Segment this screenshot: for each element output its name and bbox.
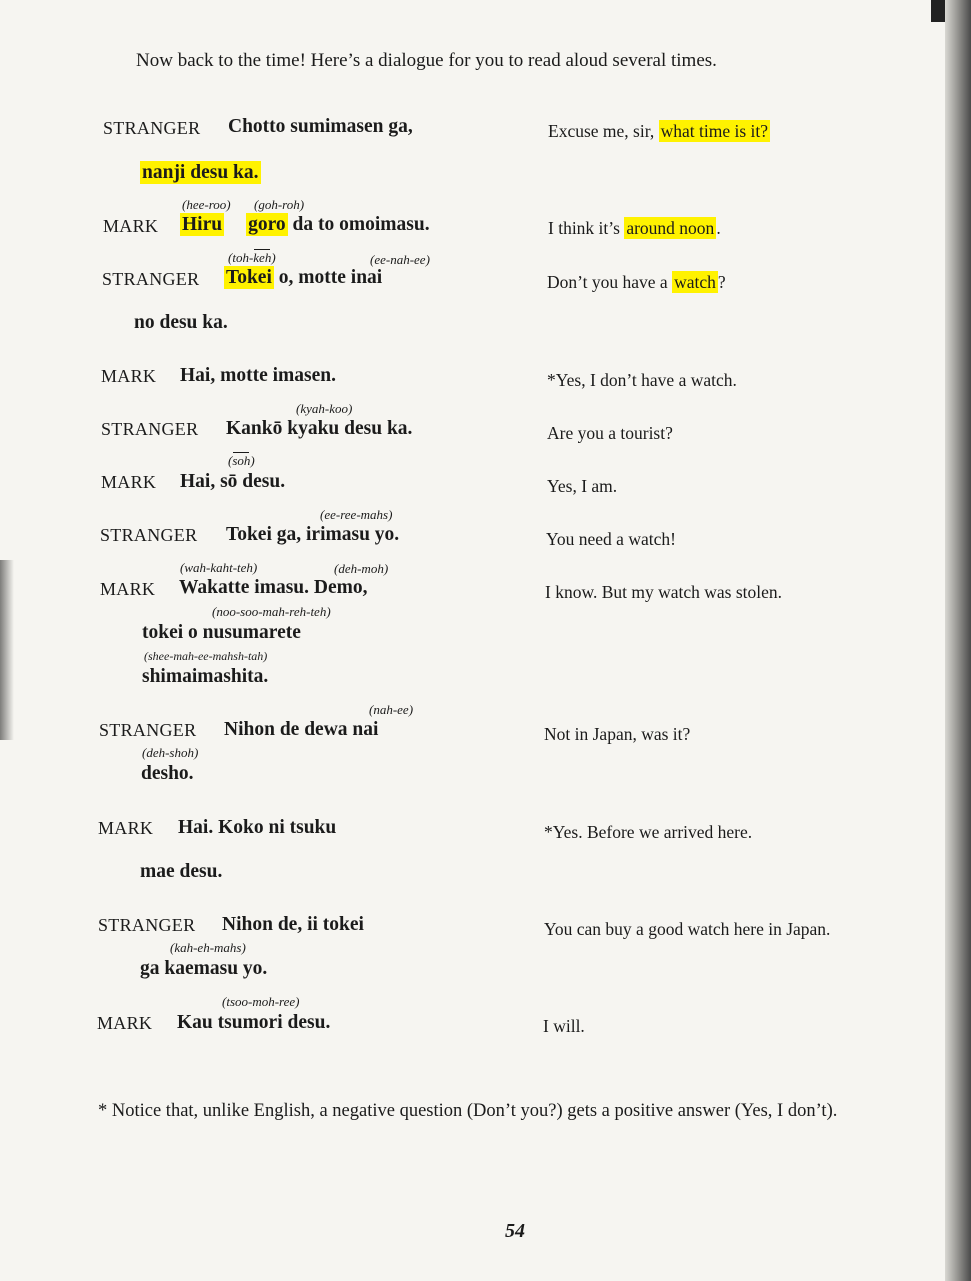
pronunciation: (ee-nah-ee) (370, 252, 430, 267)
dialogue-japanese-cont: mae desu. (140, 861, 223, 882)
pronunciation-part: (toh- (228, 250, 254, 265)
pronunciation (228, 453, 255, 469)
dialogue-english: Are you a tourist? (547, 423, 673, 443)
dialogue-japanese: Hai, motte imasen. (180, 365, 336, 386)
dialogue-japanese: Kankō kyaku desu ka. (226, 418, 413, 439)
pronunciation (228, 250, 276, 266)
dialogue-japanese-cont: tokei o nusumarete (142, 622, 301, 643)
speaker-stranger: STRANGER (99, 720, 197, 740)
dialogue-japanese: Nihon de, ii tokei (222, 914, 364, 935)
highlighted-english: around noon (626, 218, 715, 238)
footnote: * Notice that, unlike English, a negative question (Don’t you?) gets a positive answer (Yes, I don’t). (98, 1101, 838, 1121)
dialogue-english (548, 121, 770, 142)
highlighted-japanese: nanji desu ka. (142, 162, 259, 183)
dialogue-japanese-cont (140, 162, 261, 184)
speaker-stranger: STRANGER (98, 915, 196, 935)
page-edge-shadow (945, 0, 971, 1281)
dialogue-english: I know. But my watch was stolen. (545, 582, 783, 602)
highlighted-english: what time is it? (660, 121, 769, 141)
speaker-mark: MARK (101, 366, 157, 386)
dialogue-english (548, 218, 721, 239)
pronunciation-overlined: soh (232, 453, 251, 468)
speaker-stranger: STRANGER (102, 269, 200, 289)
speaker-mark: MARK (103, 216, 159, 236)
dialogue-japanese-cont: desho. (141, 763, 194, 784)
pronunciation-overlined: keh (253, 250, 272, 265)
dialogue-japanese: Hai. Koko ni tsuku (178, 817, 337, 838)
english-text: . (716, 218, 721, 238)
speaker-stranger: STRANGER (100, 525, 198, 545)
speaker-mark: MARK (100, 579, 156, 599)
dialogue-japanese: Wakatte imasu. Demo, (179, 577, 368, 598)
pronunciation-part: ( (228, 453, 233, 468)
pronunciation: (ee-ree-mahs) (320, 507, 393, 522)
pronunciation-part: ) (250, 453, 255, 468)
intro-text: Now back to the time! Here’s a dialogue for you to read aloud several times. (136, 50, 717, 71)
highlighted-japanese: Hiru (182, 214, 223, 235)
dialogue-english: *Yes. Before we arrived here. (544, 822, 753, 842)
dialogue-english: You need a watch! (546, 529, 676, 549)
dialogue-english: Not in Japan, was it? (544, 724, 691, 744)
pronunciation: (kah-eh-mahs) (170, 940, 246, 955)
pronunciation: (wah-kaht-teh) (180, 560, 258, 575)
highlighted-english: watch (674, 272, 716, 292)
pronunciation: (goh-roh) (254, 197, 305, 212)
english-text: Excuse me, sir, (548, 121, 659, 141)
dialogue-english (547, 272, 726, 293)
english-text: I think it’s (548, 218, 625, 238)
dialogue-english: *Yes, I don’t have a watch. (547, 370, 737, 390)
dialogue-japanese: Nihon de dewa nai (224, 719, 379, 740)
dialogue-japanese (180, 214, 430, 236)
pronunciation: (noo-soo-mah-reh-teh) (212, 604, 331, 619)
speaker-mark: MARK (101, 472, 157, 492)
dialogue-english: I will. (543, 1016, 585, 1036)
english-text: Don’t you have a (547, 272, 673, 292)
dialogue-japanese: Kau tsumori desu. (177, 1012, 331, 1033)
dialogue-japanese: Hai, sō desu. (180, 471, 286, 492)
dialogue-english: Yes, I am. (547, 476, 618, 496)
speaker-mark: MARK (98, 818, 154, 838)
pronunciation: (nah-ee) (369, 702, 414, 717)
pronunciation: (tsoo-moh-ree) (222, 994, 300, 1009)
dialogue-japanese-cont: shimaimashita. (142, 666, 269, 687)
page-number: 54 (505, 1220, 525, 1242)
pronunciation: (deh-shoh) (142, 745, 199, 760)
dialogue-japanese (224, 267, 382, 289)
pronunciation-part: ) (271, 250, 276, 265)
dialogue-japanese: Tokei ga, irimasu yo. (226, 524, 400, 545)
pronunciation: (shee-mah-ee-mahsh-tah) (144, 649, 268, 663)
dialogue-japanese-cont: ga kaemasu yo. (140, 958, 268, 979)
highlighted-japanese: goro (248, 214, 286, 235)
pronunciation: (kyah-koo) (296, 401, 353, 416)
speaker-stranger: STRANGER (103, 118, 201, 138)
speaker-stranger: STRANGER (101, 419, 199, 439)
japanese-text: da to omoimasu. (292, 214, 430, 235)
speaker-mark: MARK (97, 1013, 153, 1033)
highlighted-japanese: Tokei (226, 267, 272, 288)
english-text: ? (717, 272, 726, 292)
scan-artifact (0, 560, 14, 740)
dialogue-japanese: Chotto sumimasen ga, (228, 116, 413, 137)
japanese-text: o, motte inai (278, 267, 383, 288)
dialogue-japanese-cont: no desu ka. (134, 312, 228, 333)
pronunciation: (hee-roo) (182, 197, 231, 212)
pronunciation: (deh-moh) (334, 561, 389, 576)
dialogue-english: You can buy a good watch here in Japan. (544, 919, 831, 939)
